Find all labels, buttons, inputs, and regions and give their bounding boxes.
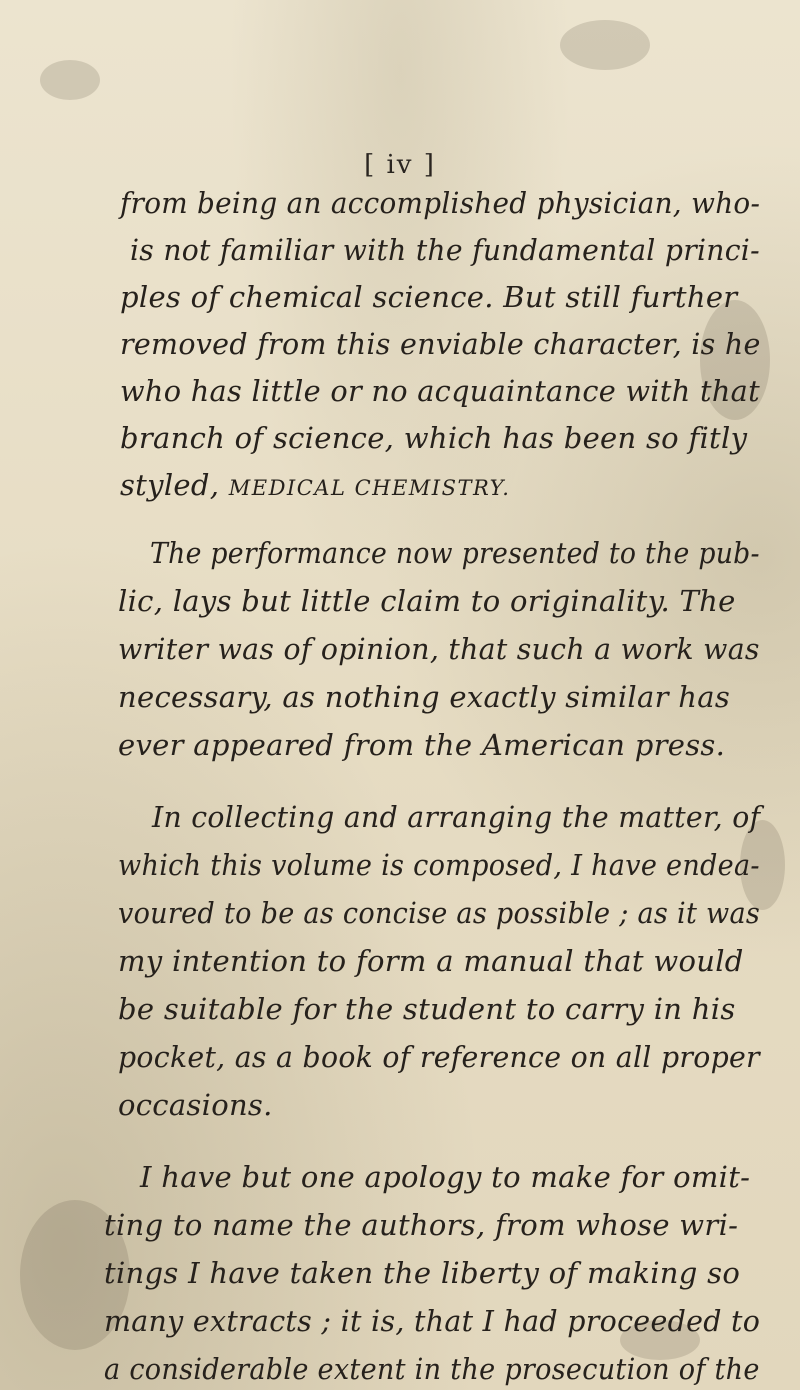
styled-word: styled, MEDICAL CHEMISTRY. (120, 468, 511, 502)
text-line: many extracts ; it is, that I had proceeded to (104, 1304, 761, 1338)
text-line: who has little or no acquaintance with that (120, 374, 760, 408)
text-line: removed from this enviable character, is he (120, 327, 761, 361)
text-line: I have but one apology to make for omit- (140, 1160, 751, 1194)
page-number: [ iv ] (364, 150, 436, 180)
text-line: writer was of opinion, that such a work was (118, 632, 760, 666)
text-line: necessary, as nothing exactly similar has (118, 680, 731, 714)
text-line: The performance now presented to the pub- (150, 536, 760, 570)
text-line (120, 468, 510, 502)
text-line: branch of science, which has been so fitly (120, 421, 748, 455)
text-line: from being an accomplished physician, who- (120, 186, 761, 220)
text-line: be suitable for the student to carry in his (118, 992, 736, 1026)
text-line: my intention to form a manual that would (118, 944, 744, 978)
text-line: tings I have taken the liberty of making so (104, 1256, 741, 1290)
text-line: voured to be as concise as possible ; as it was (118, 896, 761, 930)
text-line: ever appeared from the American press. (118, 728, 726, 762)
text-line: which this volume is composed, I have endea- (118, 848, 760, 882)
text-line: a considerable extent in the prosecution of the (104, 1352, 760, 1386)
text-line: In collecting and arranging the matter, of (152, 800, 761, 834)
text-line: is not familiar with the fundamental princi- (130, 233, 760, 267)
text-line: lic, lays but little claim to originality. The (118, 584, 736, 618)
text-line: ples of chemical science. But still further (120, 280, 738, 314)
text-line: pocket, as a book of reference on all proper (118, 1040, 760, 1074)
text-line: ting to name the authors, from whose wri- (104, 1208, 739, 1242)
text-line: occasions. (118, 1088, 273, 1122)
